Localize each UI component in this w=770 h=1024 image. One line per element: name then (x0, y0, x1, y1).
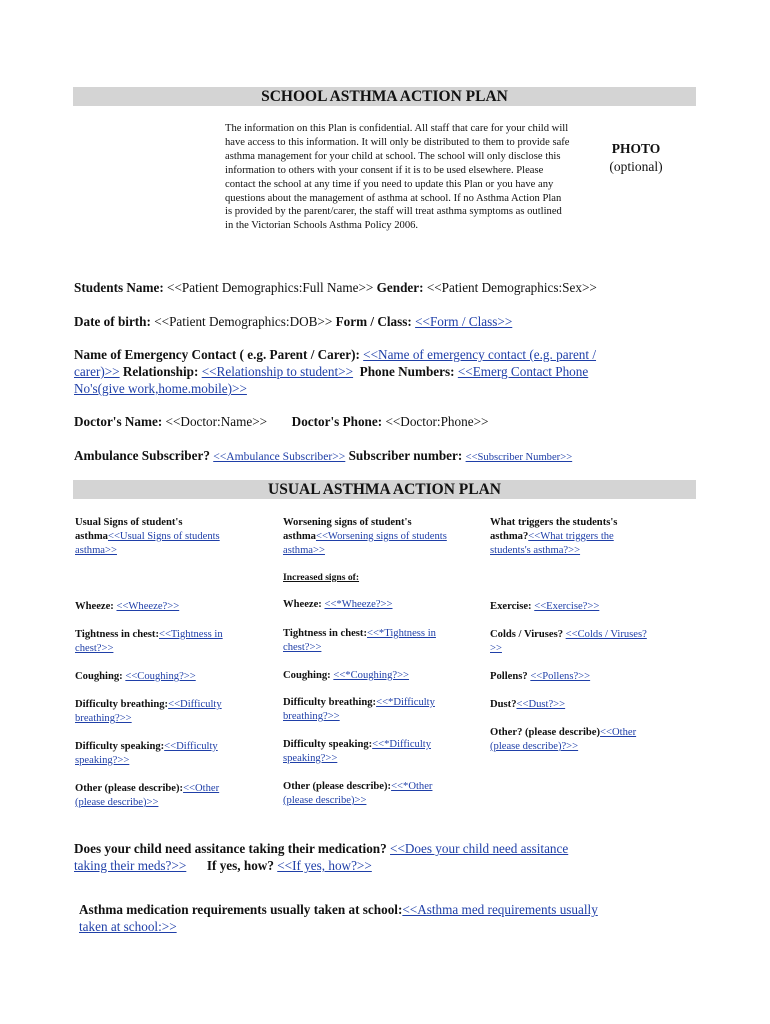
usual-header-bold: asthma (75, 530, 108, 542)
dob-value: <<Patient Demographics:DOB>> (154, 314, 333, 329)
other-trigger-label: Other? (please describe) (490, 727, 601, 738)
form-label: Form / Class: (335, 314, 412, 329)
other-usual-label: Other (please describe): (75, 783, 184, 794)
triggers-header-link[interactable]: <<What triggers the (528, 530, 614, 542)
other-trigger-link[interactable]: <<Other (600, 727, 637, 738)
medication-row-2 (79, 918, 177, 935)
breathing-label: Difficulty breathing: (75, 699, 169, 710)
breathing-link-2[interactable]: breathing?>> (75, 712, 132, 724)
usual-header-line1: Usual Signs of student's (75, 517, 183, 528)
tightness-usual (75, 628, 265, 656)
worsening-header-bold: asthma (283, 530, 316, 542)
coughing-label: Coughing: (75, 671, 123, 682)
gender-value: <<Patient Demographics:Sex>> (426, 280, 597, 295)
student-name-value: <<Patient Demographics:Full Name>> (167, 280, 374, 295)
photo-label: PHOTO (611, 141, 661, 156)
ambulance-label: Ambulance Subscriber? (74, 448, 210, 463)
column-usual-header (75, 516, 265, 557)
speaking-link[interactable]: <<Difficulty (164, 741, 218, 752)
how-link[interactable]: <<If yes, how?>> (277, 858, 372, 873)
form-link[interactable]: <<Form / Class>> (415, 314, 513, 329)
tightness-link[interactable]: <<Tightness in (158, 629, 223, 640)
doctor-phone-label: Doctor's Phone: (291, 414, 383, 429)
subscriber-link[interactable]: <<Subscriber Number>> (465, 452, 573, 463)
increased-signs-label: Increased signs of: (283, 572, 360, 583)
colds-label: Colds / Viruses? (490, 629, 563, 640)
emergency-contact-row (74, 346, 699, 363)
doctor-phone-value: <<Doctor:Phone>> (385, 414, 489, 429)
tightness-worsening-label: Tightness in chest: (283, 628, 367, 639)
assistance-question (74, 840, 568, 857)
dust-label: Dust? (490, 699, 517, 710)
worsening-header-link-2[interactable]: asthma>> (283, 544, 325, 556)
breathing-worsening-link[interactable]: <<*Difficulty (376, 697, 435, 708)
other-worsening (283, 780, 473, 808)
tightness-worsening (283, 627, 473, 655)
dust-trigger (490, 698, 680, 712)
tightness-link-2[interactable]: chest?>> (75, 642, 114, 654)
medication-requirements (79, 901, 598, 918)
doctor-row (74, 413, 699, 430)
phone-row-2 (74, 380, 699, 397)
other-trigger (490, 726, 695, 754)
breathing-worsening (283, 696, 473, 724)
ambulance-link[interactable]: <<Ambulance Subscriber>> (213, 450, 346, 463)
worsening-header-link[interactable]: <<Worsening signs of students (315, 530, 447, 542)
wheeze-link[interactable]: <<Wheeze?>> (116, 601, 180, 612)
exercise-label: Exercise: (490, 601, 532, 612)
assistance-link[interactable]: <<Does your child need assitance (390, 841, 569, 856)
photo-note: (optional) (609, 159, 663, 174)
wheeze-worsening-link[interactable]: <<*Wheeze?>> (324, 599, 393, 610)
other-usual-link[interactable]: <<Other (183, 783, 220, 794)
gender-label: Gender: (376, 280, 424, 295)
dob-label: Date of birth: (74, 314, 151, 329)
dob-row (74, 313, 699, 330)
subscriber-label: Subscriber number: (348, 448, 463, 463)
colds-link[interactable]: <<Colds / Viruses? (565, 629, 647, 640)
tightness-worsening-link[interactable]: <<*Tightness in (366, 628, 436, 639)
other-worsening-link-2[interactable]: (please describe)>> (283, 794, 367, 806)
confidentiality-notice: The information on this Plan is confidential. All staff that care for your child will have access to this information. It will only be distributed to them to provide safe asthma management for your child at school. The school will only disclose this information to others with your consent if it is to be used elsewhere. Please contact the school at any time if you need to update this Plan or you have any questions about the management of asthma at school. If no Asthma Action Plan is provided by the parent/carer, the staff will treat asthma symptoms as outlined in the Victorian Schools Asthma Policy 2006. (225, 123, 570, 232)
relationship-label: Relationship: (122, 364, 199, 379)
title-bar (73, 87, 696, 106)
speaking-usual (75, 740, 265, 768)
breathing-worsening-link-2[interactable]: breathing?>> (283, 710, 340, 722)
triggers-header-bold: asthma? (490, 530, 529, 542)
speaking-worsening-label: Difficulty speaking: (283, 739, 373, 750)
medication-link[interactable]: <<Asthma med requirements usually (402, 902, 598, 917)
student-name-row (74, 279, 699, 296)
pollens-trigger (490, 670, 680, 684)
speaking-label: Difficulty speaking: (75, 741, 165, 752)
coughing-usual (75, 670, 265, 684)
usual-header-link[interactable]: <<Usual Signs of students (107, 530, 220, 542)
triggers-header-link-2[interactable]: students's asthma?>> (490, 544, 581, 556)
colds-trigger (490, 628, 680, 656)
breathing-link[interactable]: <<Difficulty (168, 699, 222, 710)
pollens-label: Pollens? (490, 671, 528, 682)
medication-link-2[interactable]: taken at school:>> (79, 919, 177, 934)
speaking-worsening-link[interactable]: <<*Difficulty (372, 739, 432, 750)
usual-header-link-2[interactable]: asthma>> (75, 544, 117, 556)
assistance-row-2 (74, 857, 372, 874)
pollens-link[interactable]: <<Pollens?>> (530, 671, 591, 682)
emergency-link-1[interactable]: <<Name of emergency contact (e.g. parent / (363, 347, 597, 362)
speaking-worsening (283, 738, 473, 766)
relationship-row (74, 363, 699, 380)
doctor-name-value: <<Doctor:Name>> (165, 414, 268, 429)
usual-plan-bar (73, 480, 696, 499)
triggers-header-line1: What triggers the students's (490, 517, 618, 528)
student-name-label: Students Name: (74, 280, 164, 295)
wheeze-worsening (283, 598, 473, 612)
other-worsening-label: Other (please describe): (283, 781, 392, 792)
usual-plan-title: USUAL ASTHMA ACTION PLAN (268, 481, 501, 498)
coughing-link[interactable]: <<Coughing?>> (125, 671, 196, 682)
emergency-label: Name of Emergency Contact ( e.g. Parent / Carer): (74, 347, 360, 362)
phone-link-2[interactable]: No's(give work,home.mobile)>> (74, 381, 247, 396)
speaking-link-2[interactable]: speaking?>> (75, 754, 130, 766)
exercise-trigger (490, 600, 680, 614)
relationship-link[interactable]: <<Relationship to student>> (201, 364, 354, 379)
exercise-link[interactable]: <<Exercise?>> (534, 601, 600, 612)
other-worsening-link[interactable]: <<*Other (391, 781, 433, 792)
other-usual-link-2[interactable]: (please describe)>> (75, 796, 159, 808)
how-label: If yes, how? (206, 858, 274, 873)
doctor-name-label: Doctor's Name: (74, 414, 163, 429)
dust-link[interactable]: <<Dust?>> (516, 699, 566, 710)
other-trigger-link-2[interactable]: (please describe)?>> (490, 740, 579, 752)
breathing-worsening-label: Difficulty breathing: (283, 697, 377, 708)
photo-placeholder (596, 140, 676, 176)
page-title: SCHOOL ASTHMA ACTION PLAN (261, 88, 508, 105)
colds-link-2[interactable]: >> (490, 642, 502, 654)
speaking-worsening-link-2[interactable]: speaking?>> (283, 752, 338, 764)
coughing-worsening-label: Coughing: (283, 670, 331, 681)
phone-link-1[interactable]: <<Emerg Contact Phone (457, 364, 589, 379)
wheeze-usual (75, 600, 265, 614)
coughing-worsening-link[interactable]: <<*Coughing?>> (333, 670, 410, 681)
column-worsening-header (283, 516, 488, 557)
medication-label: Asthma medication requirements usually taken at school: (79, 902, 403, 917)
wheeze-label: Wheeze: (75, 601, 114, 612)
tightness-label: Tightness in chest: (75, 629, 159, 640)
coughing-worsening (283, 669, 473, 683)
assistance-link-2[interactable]: taking their meds?>> (74, 858, 187, 873)
breathing-usual (75, 698, 265, 726)
other-usual (75, 782, 265, 810)
wheeze-worsening-label: Wheeze: (283, 599, 322, 610)
tightness-worsening-link-2[interactable]: chest?>> (283, 641, 322, 653)
column-triggers-header (490, 516, 695, 557)
worsening-header-line1: Worsening signs of student's (283, 517, 412, 528)
emergency-link-2[interactable]: carer)>> (74, 364, 120, 379)
ambulance-row (74, 447, 699, 466)
assistance-label: Does your child need assitance taking their medication? (74, 841, 387, 856)
phone-label: Phone Numbers: (359, 364, 455, 379)
